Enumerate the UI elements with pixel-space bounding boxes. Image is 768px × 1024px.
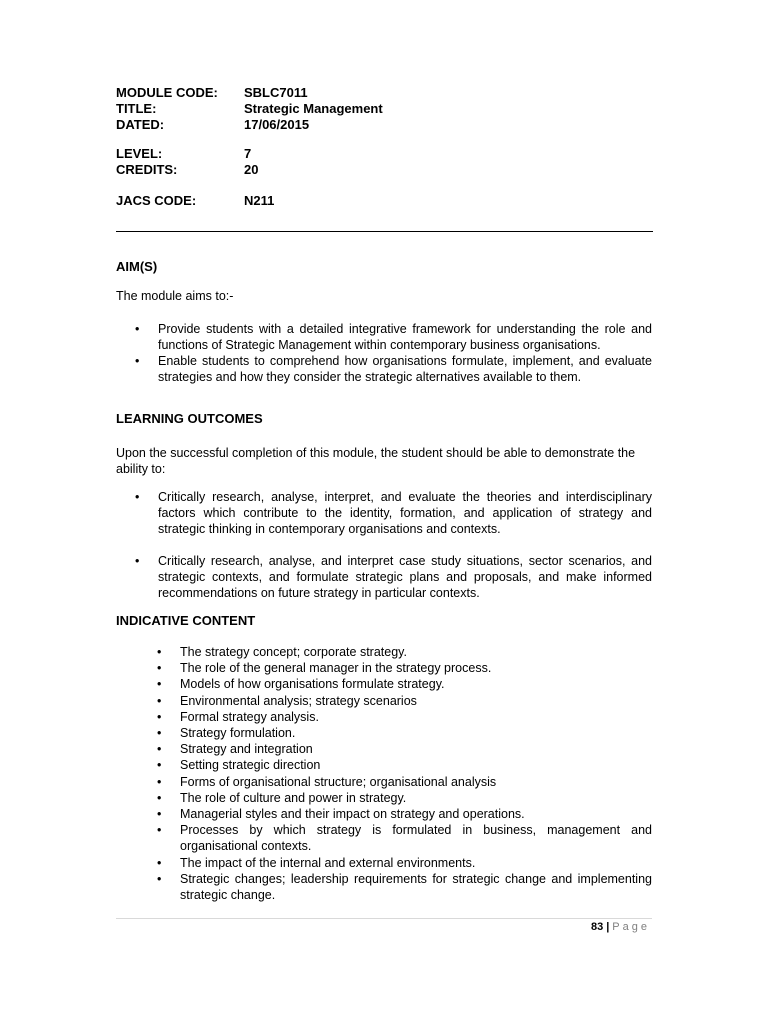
- indicative-content-list: [116, 644, 652, 903]
- jacs-value: N211: [244, 193, 275, 208]
- bullet-icon: •: [157, 774, 162, 789]
- bullet-icon: •: [157, 855, 162, 870]
- list-item: • Formal strategy analysis.: [157, 709, 319, 724]
- bullet-icon: •: [157, 677, 162, 692]
- credits-label: CREDITS:: [116, 162, 178, 177]
- credits-value: 20: [244, 162, 259, 177]
- dated-value: 17/06/2015: [244, 117, 310, 132]
- aims-intro: The module aims to:-: [116, 289, 234, 303]
- bullet-icon: •: [157, 823, 162, 838]
- list-item: • Strategy and integration: [157, 742, 313, 757]
- indicative-content-heading: INDICATIVE CONTENT: [116, 613, 256, 628]
- module-code-value: SBLC7011: [244, 85, 308, 100]
- list-item: • The impact of the internal and external environments.: [157, 855, 476, 870]
- footer-separator: |: [606, 921, 610, 933]
- list-item: • Environmental analysis; strategy scenarios: [157, 693, 417, 708]
- bullet-icon: •: [135, 322, 140, 336]
- list-item: • Critically research, analyse, interpret, and evaluate the theories and interdisciplinary factors which contribute to the identity, formation, and application of strategy and strategic thinking in contemporary organisations and contexts.: [135, 490, 652, 536]
- learning-outcomes-list: [116, 489, 652, 601]
- list-item: • Provide students with a detailed integrative framework for understanding the role and functions of Strategic Management within contemporary business organisations.: [135, 322, 652, 352]
- bullet-icon: •: [157, 726, 162, 741]
- footer-divider: [116, 918, 652, 919]
- header-divider: [116, 231, 653, 232]
- list-item: • The strategy concept; corporate strategy.: [157, 645, 407, 659]
- list-item: • Processes by which strategy is formulated in business, management and organisational contexts.: [157, 823, 652, 854]
- aims-heading: AIM(S): [116, 259, 158, 274]
- bullet-icon: •: [157, 693, 162, 708]
- list-item: • Managerial styles and their impact on strategy and operations.: [157, 807, 525, 822]
- bullet-icon: •: [157, 645, 162, 659]
- bullet-icon: •: [157, 661, 162, 676]
- list-item: • Strategy formulation.: [157, 726, 296, 741]
- bullet-icon: •: [157, 742, 162, 757]
- bullet-icon: •: [157, 709, 162, 724]
- list-item: • Forms of organisational structure; organisational analysis: [157, 774, 497, 789]
- learning-outcomes-heading: LEARNING OUTCOMES: [116, 411, 263, 426]
- bullet-icon: •: [157, 807, 162, 822]
- page-label: Page: [612, 921, 650, 933]
- bullet-icon: •: [157, 790, 162, 805]
- list-item: • The role of culture and power in strategy.: [157, 790, 407, 805]
- bullet-icon: •: [157, 758, 162, 773]
- list-item: • The role of the general manager in the strategy process.: [157, 661, 492, 676]
- title-label: TITLE:: [116, 101, 157, 116]
- list-item: • Enable students to comprehend how organisations formulate, implement, and evaluate strategies and how they consider the strategic alternatives available to them.: [135, 354, 652, 384]
- list-item: • Setting strategic direction: [157, 758, 321, 773]
- bullet-icon: •: [135, 354, 140, 368]
- page-number: 83: [590, 921, 604, 933]
- title-value: Strategic Management: [244, 101, 383, 116]
- list-item: • Models of how organisations formulate strategy.: [157, 677, 445, 692]
- dated-label: DATED:: [116, 117, 165, 132]
- bullet-icon: •: [135, 554, 140, 568]
- aims-list: [116, 321, 652, 385]
- list-item: • Critically research, analyse, and interpret case study situations, sector scenarios, and strategic contexts, and formulate strategic plans and proposals, and make informed recommendations on future strategy in particular contexts.: [135, 554, 652, 600]
- level-label: LEVEL:: [116, 146, 163, 161]
- list-item: • Strategic changes; leadership requirements for strategic change and implementing strategic change.: [157, 871, 652, 903]
- level-value: 7: [244, 146, 252, 161]
- jacs-label: JACS CODE:: [116, 193, 197, 208]
- learning-outcomes-intro: Upon the successful completion of this module, the student should be able to demonstrate the ability to:: [116, 446, 636, 476]
- bullet-icon: •: [157, 871, 162, 886]
- page-footer: [591, 921, 650, 933]
- module-code-label: MODULE CODE:: [116, 85, 218, 100]
- bullet-icon: •: [135, 490, 140, 504]
